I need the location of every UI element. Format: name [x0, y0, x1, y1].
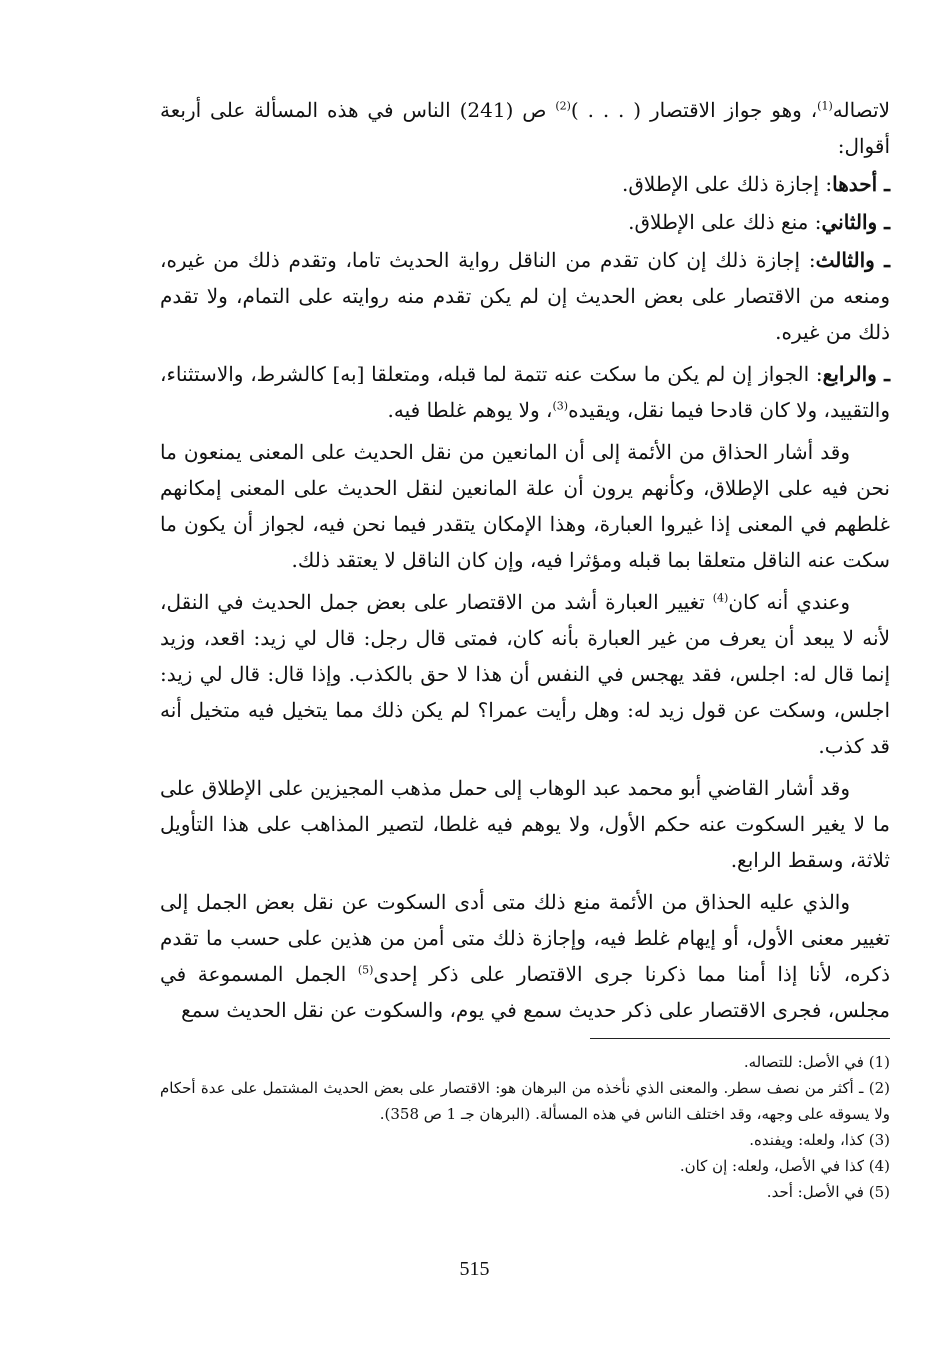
opinion-first	[160, 166, 890, 202]
conclusion-text-b: الجمل المسموعة في مجلس، فجرى الاقتصار على ذكر حديث سمع في يوم، والسكوت عن نقل الحديث سمع	[160, 962, 890, 1022]
opinion-second-text: : منع ذلك على الإطلاق.	[628, 210, 822, 234]
opinion-first-text: : إجازة ذلك على الإطلاق.	[622, 172, 833, 196]
opinion-third	[160, 242, 890, 350]
author-view-text-b: تغيير العبارة أشد من الاقتصار على بعض جمل الحديث في النقل، لأنه لا يبعد أن يعرف من غير العبارة بأنه كان، فمتى قال رجل: قال لي زيد: اقعد، وزيد إنما قال له: اجلس، فقد يهجس في النفس أن هذا لا حق بالكذب. وإذا قال: قال لي زيد: اجلس، وسكت عن قول زيد له: وهل رأيت عمرا؟ لم يكن ذلك مما يتخيل فيه متخيل أنه قد كذب.	[160, 590, 890, 758]
opinion-fourth	[160, 356, 890, 428]
page-number: 515	[459, 1258, 490, 1280]
footnote-ref-3: (3)	[552, 399, 569, 413]
footnote-ref-5: (5)	[357, 963, 374, 977]
footnote-ref-1: (1)	[817, 99, 833, 113]
opinion-third-text: : إجازة ذلك إن كان تقدم من الناقل رواية الحديث تاما، وتقدم ذلك من غيره، ومنعه من الاقتصار على بعض الحديث إن لم يكن تقدم منه روايته على التمام، ولا تقدم ذلك من غيره.	[160, 248, 890, 344]
opinion-fourth-text-a: : الجواز إن لم يكن ما سكت عنه تتمة لما قبله، ومتعلقا [به] كالشرط، والاستثناء، والتقييد، ولا كان قادحا فيما نقل، ويقيده	[160, 362, 890, 422]
footnote-5: (5) في الأصل: أحد.	[766, 1183, 890, 1201]
opinion-third-lead: ـ والثالث	[815, 248, 890, 272]
footnotes	[160, 1049, 890, 1205]
footnote-4: (4) كذا في الأصل، ولعله: إن كان.	[679, 1157, 890, 1175]
footnote-ref-2: (2)	[555, 99, 571, 113]
opinion-second-lead: ـ والثاني	[821, 210, 890, 234]
footnote-divider	[590, 1038, 890, 1039]
author-view-text-a: وعندي أنه كان	[728, 590, 850, 614]
footnote-2: (2) ـ أكثر من نصف سطر. والمعنى الذي نأخذه من البرهان هو: الاقتصار على بعض الحديث المشتمل على عدة أحكام ولا يسوقه على وجهه، وقد اختلف الناس في هذه المسألة. (البرهان جـ 1 ص 358).	[160, 1079, 890, 1123]
intro-text-a: لاتصاله	[832, 98, 890, 122]
paragraph-conclusion	[160, 884, 890, 1028]
paragraph-author-view	[160, 584, 890, 764]
opinion-first-lead: ـ أحدها	[832, 172, 890, 196]
conclusion-text-a: والذي عليه الحذاق من الأئمة منع ذلك متى أدى السكوت عن نقل بعض الجمل إلى تغيير معنى الأول، أو إيهام غلط فيه، وإجازة ذلك متى أمن من هذين على حسب ما تقدم ذكره، لأنا إذا أمنا مما ذكرنا جرى الاقتصار على ذكر إحدى	[160, 890, 890, 986]
opinion-fourth-text-b: ، ولا يوهم غلطا فيه.	[387, 398, 553, 422]
paragraph-qadi: وقد أشار القاضي أبو محمد عبد الوهاب إلى حمل مذهب المجيزين على الإطلاق على ما لا يغير السكوت عنه حكم الأول، ولا يوهم فيه غلطا، لتصير المذاهب على هذا التأويل ثلاثة، وسقط الرابع.	[160, 776, 890, 872]
footnote-3: (3) كذا، ولعله: ويفنده.	[749, 1131, 890, 1149]
footnote-ref-4: (4)	[712, 591, 729, 605]
paragraph-huddhaq: وقد أشار الحذاق من الأئمة إلى أن المانعين من نقل الحديث على المعنى يمنعون ما نحن فيه على الإطلاق، وكأنهم يرون أن علة المانعين لنقل الحديث على المعنى إمكانهم غلطهم في المعنى إذا غيروا العبارة، وهذا الإمكان يتقدر فيما نحن فيه، لجواز أن يكون ما سكت عنه الناقل متعلقا بما قبله ومؤثرا فيه، وإن كان الناقل لا يعتقد ذلك.	[160, 440, 890, 572]
opinion-second	[160, 204, 890, 240]
opinion-fourth-lead: ـ والرابع	[822, 362, 891, 386]
intro-text-b: ، وهو جواز الاقتصار ( . . . )	[570, 98, 818, 122]
paragraph-intro	[160, 92, 890, 164]
intro-text-c: ص (241) الناس في هذه المسألة على أربعة أقوال:	[160, 98, 890, 158]
page-body	[160, 92, 890, 1205]
footnote-1: (1) في الأصل: للتصاله.	[743, 1053, 890, 1071]
